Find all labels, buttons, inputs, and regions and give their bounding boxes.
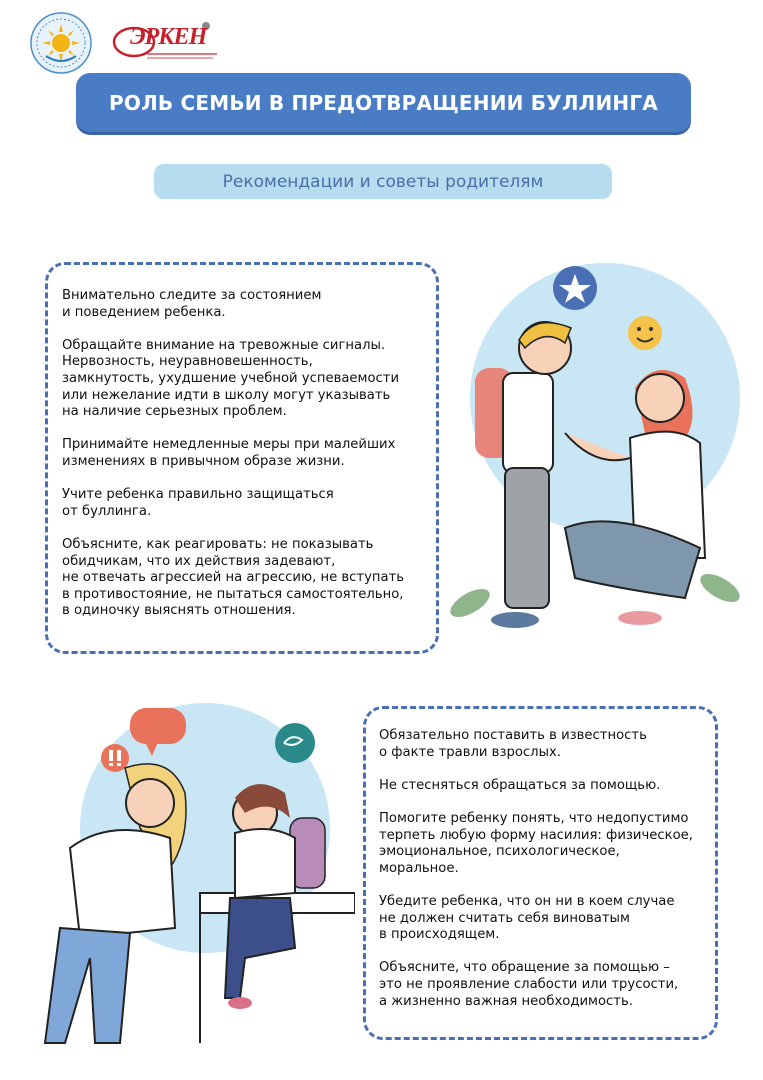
page-title: РОЛЬ СЕМЬИ В ПРЕДОТВРАЩЕНИИ БУЛЛИНГА [109, 90, 658, 115]
brand-underline-2 [147, 57, 213, 59]
teacher-girl-illustration [40, 698, 355, 1048]
advice-paragraph: Объясните, как реагировать: не показывать обидчикам, что их действия задевают, не отвечать агрессией на агрессию, не вступать в противостояние, не пытаться самостоятельно, в одиночку выяснять отношения. [62, 536, 405, 619]
advice-paragraph: Помогите ребенку понять, что недопустимо терпеть любую форму насилия: физическое, эмоциональное, психологическое, моральное. [379, 810, 693, 876]
advice-paragraph: Обязательно поставить в известность о факте травли взрослых. [379, 728, 647, 760]
advice-paragraph: Учите ребенка правильно защищаться от буллинга. [62, 487, 334, 519]
advice-card-2-text [379, 728, 719, 1027]
advice-paragraph: Принимайте немедленные меры при малейших изменениях в привычном образе жизни. [62, 437, 396, 469]
advice-paragraph: Не стесняться обращаться за помощью. [379, 777, 661, 793]
mother-son-illustration [445, 258, 745, 648]
page-subtitle: Рекомендации и советы родителям [222, 171, 544, 192]
subtitle-pill [154, 164, 612, 199]
advice-paragraph: Объясните, что обращение за помощью – это не проявление слабости или трусости, а жизненно важная необходимость. [379, 960, 679, 1009]
emblem-logo [30, 12, 92, 74]
brand-underline [147, 53, 217, 55]
advice-paragraph: Внимательно следите за состоянием и поведением ребенка. [62, 288, 322, 320]
advice-card-1-text [62, 288, 434, 636]
title-banner [76, 73, 691, 132]
advice-paragraph: Убедите ребенка, что он ни в коем случае не должен считать себя виноватым в происходящем. [379, 893, 675, 943]
smiley-icon [628, 316, 662, 350]
advice-paragraph: Обращайте внимание на тревожные сигналы. Нервозность, неуравновешенность, замкнутость, ухудшение учебной успеваемости или нежелание идти в школу могут указывать на наличие серьезных проблем. [62, 337, 400, 420]
worry-bubble-icon [275, 723, 315, 763]
star-bubble-icon [553, 266, 597, 310]
brand-name: ЭРКЕН [130, 24, 207, 50]
